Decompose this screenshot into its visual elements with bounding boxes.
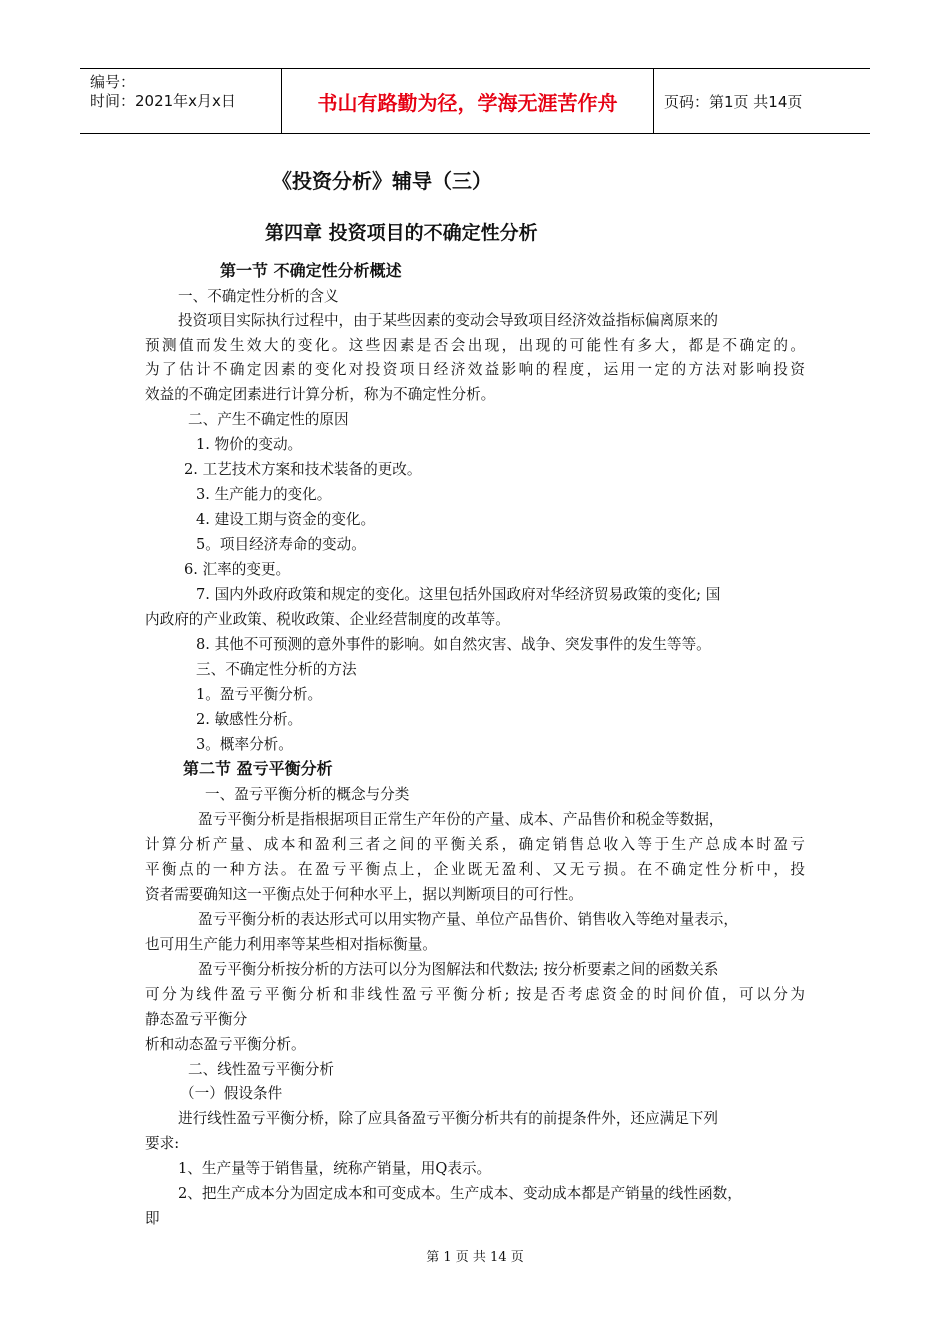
paragraph-line: 即 xyxy=(145,1210,160,1227)
subheading: 一、盈亏平衡分析的概念与分类 xyxy=(205,786,410,803)
list-item: 内政府的产业政策、税收政策、企业经营制度的改革等。 xyxy=(145,611,510,628)
header-motto: 书山有路勤为径，学海无涯苦作舟 xyxy=(282,69,654,133)
list-item: 4. 建设工期与资金的变化。 xyxy=(196,511,376,528)
list-item: 2. 敏感性分析。 xyxy=(196,711,303,728)
list-item: 7. 国内外政府政策和规定的变化。这里包括外国政府对华经济贸易政策的变化; 国 xyxy=(196,586,721,603)
paragraph-line: 2、把生产成本分为固定成本和可变成本。生产成本、变动成本都是产销量的线性函数， xyxy=(178,1185,742,1202)
paragraph-line: 计算分析产量、成本和盈利三者之间的平衡关系，确定销售总收入等于生产总成本时盈亏 xyxy=(145,836,805,853)
paragraph-line: 资者需要确知这一平衡点处于何种水平上，据以判断项目的可行性。 xyxy=(145,886,583,903)
list-item: 1。盈亏平衡分析。 xyxy=(196,686,323,703)
header-page-info: 页码：第1页 共14页 xyxy=(664,92,803,111)
page-header xyxy=(80,68,870,134)
chapter-heading: 第四章 投资项目的不确定性分析 xyxy=(265,222,538,244)
paragraph-line: 静态盈亏平衡分 xyxy=(145,1011,248,1028)
subheading: 一、不确定性分析的含义 xyxy=(178,288,339,305)
list-item: 2. 工艺技术方案和技术装备的更改。 xyxy=(184,461,422,478)
paragraph-line: 要求: xyxy=(145,1135,180,1152)
doc-date-label: 时间：2021年x月x日 xyxy=(90,92,236,110)
page-footer: 第 1 页 共 14 页 xyxy=(426,1250,524,1265)
list-item: 8. 其他不可预测的意外事件的影响。如自然灾害、战争、突发事件的发生等等。 xyxy=(196,636,711,653)
subheading: 二、产生不确定性的原因 xyxy=(188,411,349,428)
paragraph-line: 投资项目实际执行过程中，由于某些因素的变动会导致项目经济效益指标偏离原来的 xyxy=(178,312,718,329)
subheading: （一）假设条件 xyxy=(180,1085,283,1102)
list-item: 5。项目经济寿命的变动。 xyxy=(196,536,366,553)
paragraph-line: 为了估计不确定因素的变化对投资项日经济效益影响的程度，运用一定的方法对影响投资 xyxy=(145,361,805,378)
subheading: 二、线性盈亏平衡分析 xyxy=(188,1061,334,1078)
list-item: 3。概率分析。 xyxy=(196,736,293,753)
paragraph-line: 平衡点的一种方法。在盈亏平衡点上，企业既无盈利、又无亏损。在不确定性分析中，投 xyxy=(145,861,805,878)
paragraph-line: 析和动态盈亏平衡分析。 xyxy=(145,1036,306,1053)
paragraph-line: 1、生产量等于销售量，统称产销量，用Q表示。 xyxy=(178,1160,492,1177)
paragraph-line: 预测值而发生效大的变化。这些因素是否会出现，出现的可能性有多大，都是不确定的。 xyxy=(145,337,805,354)
section-heading: 第一节 不确定性分析概述 xyxy=(220,261,402,280)
paragraph-line: 盈亏平衡分析是指根据项目正常生产年份的产量、成本、产品售价和税金等数据， xyxy=(198,811,724,828)
list-item: 1. 物价的变动。 xyxy=(196,436,303,453)
paragraph-line: 也可用生产能力利用率等某些相对指标衡量。 xyxy=(145,936,437,953)
header-meta xyxy=(80,69,282,133)
subheading: 三、不确定性分析的方法 xyxy=(196,661,357,678)
section-heading: 第二节 盈亏平衡分析 xyxy=(183,759,333,778)
paragraph-line: 进行线性盈亏平衡分桥，除了应具备盈亏平衡分析共有的前提条件外，还应满足下列 xyxy=(178,1110,718,1127)
doc-number-label: 编号： xyxy=(90,73,136,91)
paragraph-line: 盈亏平衡分析的表达形式可以用实物产量、单位产品售价、销售收入等绝对量表示， xyxy=(198,911,738,928)
paragraph-line: 盈亏平衡分析按分析的方法可以分为图解法和代数法; 按分析要素之间的函数关系 xyxy=(198,961,719,978)
doc-title: 《投资分析》辅导（三） xyxy=(272,169,492,193)
paragraph-line: 效益的不确定团素进行计算分析，称为不确定性分析。 xyxy=(145,386,496,403)
list-item: 3. 生产能力的变化。 xyxy=(196,486,332,503)
paragraph-line: 可分为线件盈亏平衡分析和非线性盈亏平衡分析; 按是否考虑资金的时间价值，可以分为 xyxy=(145,986,805,1003)
list-item: 6. 汇率的变更。 xyxy=(184,561,291,578)
